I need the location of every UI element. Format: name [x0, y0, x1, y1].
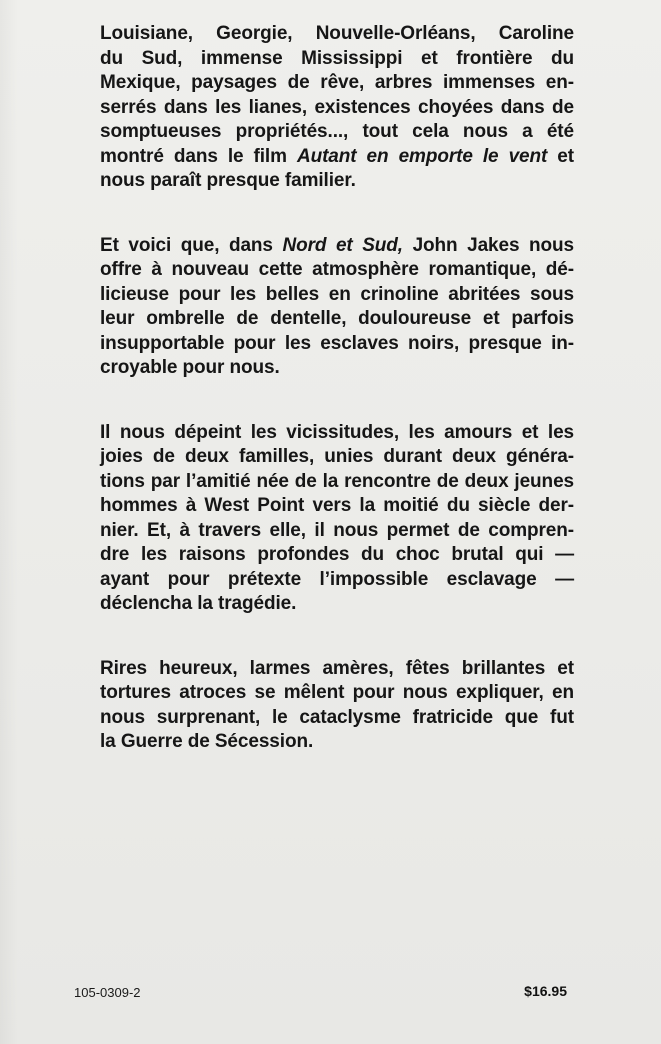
text-run: nous paraît presque familier.: [100, 170, 356, 191]
text-line: [100, 307, 574, 332]
text-line: [100, 543, 574, 568]
text-line: [100, 657, 574, 682]
text-line: [100, 22, 574, 47]
text-run: nier. Et, à travers elle, il nous permet de compren-: [100, 519, 574, 541]
text-line: [100, 234, 574, 259]
text-run: dre les raisons profondes du choc brutal qui —: [100, 544, 574, 565]
catalog-number: 105-0309-2: [74, 985, 141, 1000]
italic-title: Autant en emporte le vent: [296, 145, 548, 167]
text-line: [100, 356, 574, 381]
text-line: [100, 494, 574, 519]
text-run: serrés dans les lianes, existences choyées dans de: [100, 96, 574, 118]
text-run: somptueuses propriétés..., tout cela nous a été: [100, 121, 574, 142]
blurb-text: [100, 22, 574, 795]
text-run: offre à nouveau cette atmosphère romantique, dé-: [100, 259, 574, 280]
text-run: hommes à West Point vers la moitié du siècle der-: [100, 495, 574, 516]
text-line: [100, 169, 574, 194]
text-line: [100, 519, 574, 544]
text-run: montré dans le film: [100, 145, 297, 167]
text-run: croyable pour nous.: [100, 357, 280, 378]
text-line: [100, 421, 574, 446]
text-run: déclencha la tragédie.: [100, 593, 297, 614]
text-run: insupportable pour les esclaves noirs, presque in-: [100, 332, 574, 354]
text-line: [100, 592, 574, 617]
text-run: et: [547, 145, 574, 167]
paragraph: [100, 234, 574, 381]
italic-title: Nord et Sud,: [282, 234, 403, 256]
text-line: [100, 332, 574, 357]
text-line: [100, 568, 574, 593]
text-run: Louisiane, Georgie, Nouvelle-Orléans, Caroline: [100, 23, 574, 44]
text-run: du Sud, immense Mississippi et frontière du: [100, 47, 574, 69]
text-run: ayant pour prétexte l’impossible esclavage —: [100, 568, 574, 590]
text-run: la Guerre de Sécession.: [100, 731, 314, 752]
text-line: [100, 96, 574, 121]
text-line: [100, 47, 574, 72]
text-line: [100, 730, 574, 755]
text-run: joies de deux familles, unies durant deux généra-: [100, 446, 574, 467]
paragraph: [100, 22, 574, 194]
text-line: [100, 706, 574, 731]
text-line: [100, 120, 574, 145]
text-line: [100, 145, 574, 170]
text-line: [100, 681, 574, 706]
text-run: Mexique, paysages de rêve, arbres immenses en-: [100, 72, 574, 93]
text-run: Et voici que, dans: [100, 234, 283, 256]
text-run: tortures atroces se mêlent pour nous expliquer, en: [100, 682, 574, 703]
text-line: [100, 470, 574, 495]
paragraph: [100, 421, 574, 617]
text-run: licieuse pour les belles en crinoline abritées sous: [100, 283, 574, 305]
text-run: nous surprenant, le cataclysme fratricide que fut: [100, 706, 574, 728]
text-run: leur ombrelle de dentelle, douloureuse et parfois: [100, 308, 574, 329]
price-label: $16.95: [524, 983, 567, 999]
text-line: [100, 71, 574, 96]
text-run: Il nous dépeint les vicissitudes, les amours et les: [100, 421, 574, 443]
text-line: [100, 445, 574, 470]
text-run: John Jakes nous: [403, 234, 575, 256]
text-run: tions par l’amitié née de la rencontre de deux jeunes: [100, 470, 574, 492]
text-line: [100, 258, 574, 283]
text-line: [100, 283, 574, 308]
paragraph: [100, 657, 574, 755]
text-run: Rires heureux, larmes amères, fêtes brillantes et: [100, 657, 574, 679]
